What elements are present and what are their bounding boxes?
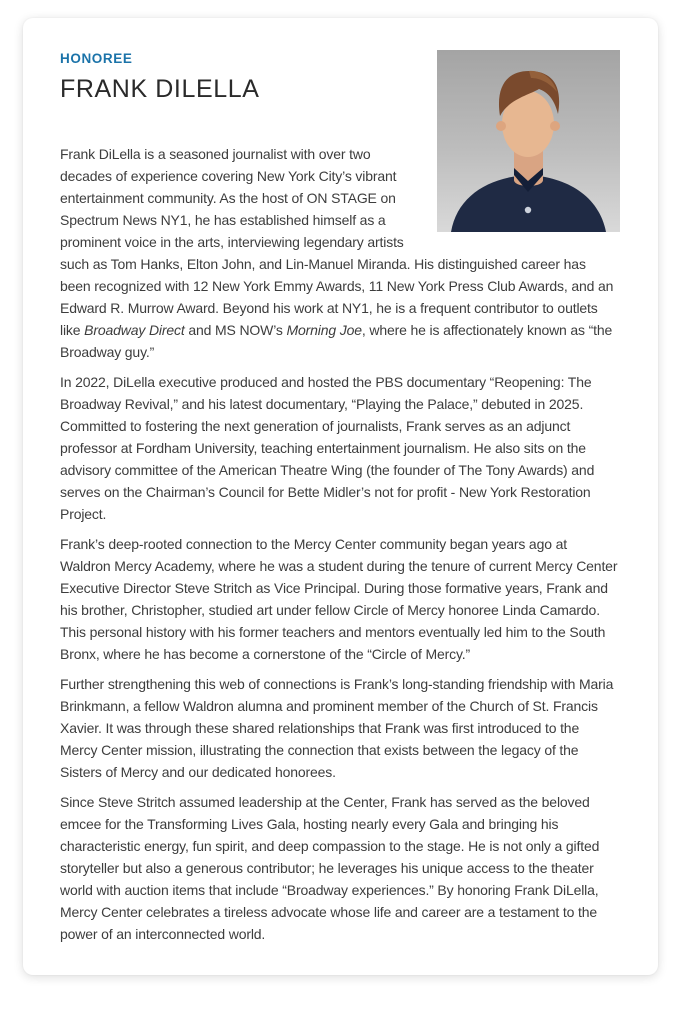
bio-text: Further strengthening this web of connections is Frank’s long-standing friendship with Maria Brinkmann, a fellow Waldron alumna and prominent member of the Church of St. Francis Xavier. It was through these shared relationships that Frank was first introduced to the Mercy Center mission, illustrating the connection that exists between the legacy of the Sisters of Mercy and our dedicated honorees. [60, 676, 614, 780]
bio-text: , where he is affectionately known as “the Broadway guy.” [60, 322, 613, 360]
bio-text: and MS NOW’s [184, 322, 287, 338]
bio-text: In 2022, DiLella executive produced and hosted the PBS documentary “Reopening: The Broadway Revival,” and his latest documentary, “Playing the Palace,” debuted in 2025. Committed to fostering the next generation of journalists, Frank serves as an adjunct professor at Fordham University, teaching entertainment journalism. He also sits on the advisory committee of the American Theatre Wing (the founder of The Tony Awards) and serves on the Chairman’s Council for Bette Midler’s not for profit - New York Restoration Project. [60, 374, 595, 522]
honoree-card [23, 18, 658, 975]
bio-text-italic: Broadway Direct [84, 322, 185, 338]
bio-paragraphs [60, 143, 620, 945]
bio-paragraph [60, 673, 620, 783]
photo-button [525, 207, 531, 213]
bio-text-italic: Morning Joe [286, 322, 362, 338]
bio-paragraph [60, 533, 620, 665]
bio-paragraph [60, 371, 620, 525]
bio-text: Frank DiLella is a seasoned journalist with over two decades of experience covering New York City’s vibrant entertainment community. As the host of ON STAGE on Spectrum News NY1, he has established himself as a prominent voice in the arts, interviewing legendary artists such as Tom Hanks, Elton John, and Lin-Manuel Miranda. His distinguished career has been recognized with 12 New York Emmy Awards, 11 New York Press Club Awards, and an Edward R. Murrow Award. Beyond his work at NY1, he is a frequent contributor to outlets like [60, 146, 614, 338]
bio-text: Frank’s deep-rooted connection to the Mercy Center community began years ago at Waldron Mercy Academy, where he was a student during the tenure of current Mercy Center Executive Director Steve Stritch as Vice Principal. During those formative years, Frank and his brother, Christopher, studied art under fellow Circle of Mercy honoree Linda Camardo. This personal history with his former teachers and mentors eventually led him to the South Bronx, where he has become a cornerstone of the “Circle of Mercy.” [60, 536, 618, 662]
bio-paragraph [60, 791, 620, 945]
honoree-photo [437, 50, 620, 232]
bio-text: Since Steve Stritch assumed leadership at the Center, Frank has served as the beloved emcee for the Transforming Lives Gala, hosting nearly every Gala and bringing his characteristic energy, fun spirit, and deep compassion to the stage. He is not only a gifted storyteller but also a generous contributor; he leverages his unique access to the theater world with auction items that include “Broadway experiences.” By honoring Frank DiLella, Mercy Center celebrates a tireless advocate whose life and career are a testament to the power of an interconnected world. [60, 794, 600, 942]
honoree-label: HONOREE [60, 51, 133, 66]
honoree-name: FRANK DILELLA [60, 75, 260, 103]
